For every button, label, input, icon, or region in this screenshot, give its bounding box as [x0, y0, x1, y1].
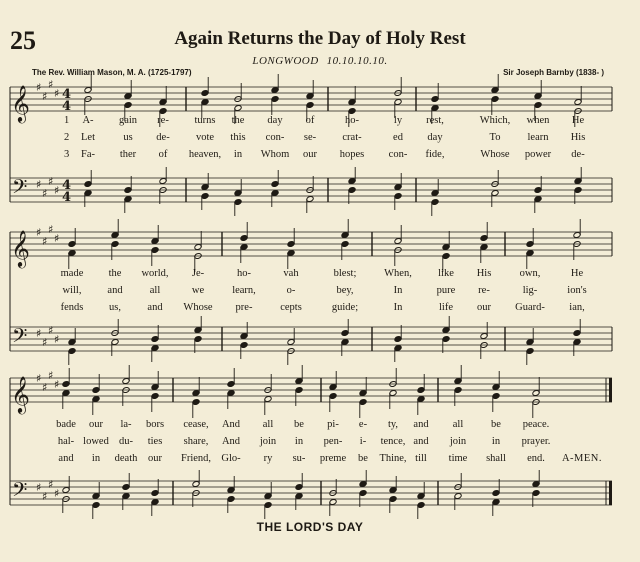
- lyric-syllable: of: [305, 115, 315, 126]
- verse-number: 3: [64, 149, 70, 160]
- lyric-syllable: du-: [119, 436, 133, 447]
- lyric-syllable: when: [526, 115, 550, 126]
- lyric-syllable: day: [427, 132, 443, 143]
- sharp-icon: ♯: [54, 378, 60, 391]
- sharp-icon: ♯: [36, 81, 42, 94]
- lyric-syllable: To: [489, 132, 501, 143]
- lyric-syllable: time: [448, 453, 468, 464]
- hymn-title: Again Returns the Day of Holy Rest: [174, 28, 466, 49]
- lyric-syllable: con-: [265, 132, 285, 143]
- lyric-syllable: learn: [527, 132, 549, 143]
- lyric-syllable: Je-: [191, 268, 205, 279]
- lyric-syllable: pure: [436, 285, 456, 296]
- lyric-syllable: i-: [359, 436, 367, 447]
- sharp-icon: ♯: [48, 78, 54, 91]
- lyric-syllable: all: [262, 419, 274, 430]
- lyric-syllable: in: [294, 436, 304, 447]
- lyric-syllable: lowed: [83, 436, 109, 447]
- lyric-syllable: bey,: [336, 285, 354, 296]
- sharp-icon: ♯: [36, 226, 42, 239]
- lyric-syllable: pi-: [327, 419, 339, 430]
- lyric-syllable: Guard-: [515, 302, 545, 313]
- lyric-syllable: peace.: [522, 419, 550, 430]
- sharp-icon: ♯: [42, 90, 48, 103]
- lyric-syllable: ho-: [237, 268, 251, 279]
- lyric-syllable: la-: [120, 419, 132, 430]
- time-signature-top: 4: [62, 87, 72, 102]
- treble-clef-icon: 𝄞: [11, 375, 30, 413]
- lyric-syllable: bade: [56, 419, 76, 430]
- lyric-syllable: Whom: [260, 149, 290, 160]
- lyric-syllable: Let: [81, 132, 95, 143]
- lyric-syllable: like: [438, 268, 454, 279]
- section-heading: THE LORD'S DAY: [256, 520, 364, 534]
- lyric-syllable: se-: [303, 132, 317, 143]
- lyric-syllable: preme: [319, 453, 347, 464]
- lyric-syllable: be: [491, 419, 501, 430]
- lyric-syllable: rest,: [426, 115, 444, 126]
- lyric-syllable: our: [148, 453, 162, 464]
- lyric-syllable: ian,: [569, 302, 585, 313]
- lyric-syllable: our: [89, 419, 103, 430]
- lyric-syllable: ly: [393, 115, 403, 126]
- lyric-syllable: power: [524, 149, 552, 160]
- lyric-syllable: the: [231, 115, 245, 126]
- sharp-icon: ♯: [54, 333, 60, 346]
- sharp-icon: ♯: [48, 324, 54, 337]
- lyric-syllable: death: [114, 453, 138, 464]
- verse-number: 1: [64, 115, 70, 126]
- lyric-syllable: e-: [358, 419, 368, 430]
- lyric-syllable: His: [570, 132, 586, 143]
- lyric-syllable: Glo-: [221, 453, 241, 464]
- lyric-syllable: join: [259, 436, 277, 447]
- lyric-syllable: in: [91, 453, 101, 464]
- lyric-syllable: of: [158, 149, 168, 160]
- lyric-syllable: guide;: [331, 302, 359, 313]
- lyric-syllable: heaven,: [188, 149, 222, 160]
- lyric-syllable: hopes: [339, 149, 365, 160]
- lyric-syllable: be: [294, 419, 304, 430]
- lyric-syllable: the: [108, 268, 122, 279]
- music-credit: Sir Joseph Barnby (1838- ): [503, 68, 604, 77]
- lyric-syllable: vote: [195, 132, 215, 143]
- sharp-icon: ♯: [36, 481, 42, 494]
- words-credit: The Rev. William Mason, M. A. (1725-1797): [32, 68, 192, 77]
- lyric-syllable: learn,: [232, 285, 256, 296]
- sharp-icon: ♯: [54, 184, 60, 197]
- lyric-syllable: con-: [388, 149, 408, 160]
- amen-text: A-MEN.: [561, 453, 603, 464]
- time-signature-bottom: 4: [62, 190, 72, 205]
- lyric-syllable: and: [147, 302, 163, 313]
- bass-clef-icon: 𝄢: [12, 478, 28, 506]
- sharp-icon: ♯: [42, 336, 48, 349]
- lyric-syllable: gain: [118, 115, 138, 126]
- lyric-syllable: turns: [194, 115, 216, 126]
- sharp-icon: ♯: [54, 487, 60, 500]
- lyric-syllable: end.: [527, 453, 545, 464]
- lyric-syllable: He: [570, 268, 584, 279]
- lyric-syllable: A-: [82, 115, 94, 126]
- lyric-syllable: and: [413, 436, 429, 447]
- lyric-syllable: own,: [519, 268, 541, 279]
- lyric-syllable: vah: [283, 268, 299, 279]
- lyric-syllable: fide,: [425, 149, 445, 160]
- lyric-syllable: bors: [145, 419, 165, 430]
- sharp-icon: ♯: [48, 369, 54, 382]
- lyric-syllable: hal-: [57, 436, 75, 447]
- lyric-syllable: and: [413, 419, 429, 430]
- time-signature-bottom: 4: [62, 99, 72, 114]
- sharp-icon: ♯: [48, 175, 54, 188]
- lyric-syllable: Fa-: [81, 149, 95, 160]
- lyric-syllable: cepts: [280, 302, 302, 313]
- lyric-syllable: in: [491, 436, 501, 447]
- lyric-syllable: ry: [263, 453, 273, 464]
- verse-number: 2: [64, 132, 70, 143]
- lyric-syllable: our: [477, 302, 491, 313]
- sharp-icon: ♯: [36, 372, 42, 385]
- lyric-syllable: ed: [393, 132, 403, 143]
- lyric-syllable: shall: [486, 453, 506, 464]
- lyric-syllable: Whose: [480, 149, 510, 160]
- lyric-syllable: When,: [384, 268, 412, 279]
- lyric-syllable: and: [58, 453, 74, 464]
- lyric-syllable: And: [221, 436, 241, 447]
- lyric-syllable: all: [452, 419, 464, 430]
- sharp-icon: ♯: [48, 478, 54, 491]
- lyric-syllable: all: [149, 285, 161, 296]
- lyric-syllable: and: [107, 285, 123, 296]
- sharp-icon: ♯: [42, 235, 48, 248]
- tune-meter: 10.10.10.10.: [326, 55, 388, 67]
- lyric-syllable: will,: [62, 285, 82, 296]
- lyric-syllable: lig-: [522, 285, 538, 296]
- lyric-syllable: In: [393, 302, 403, 313]
- sharp-icon: ♯: [54, 232, 60, 245]
- bass-clef-icon: 𝄢: [12, 324, 28, 352]
- lyric-syllable: in: [233, 149, 243, 160]
- lyric-syllable: crat-: [342, 132, 362, 143]
- time-signature-top: 4: [62, 178, 72, 193]
- treble-clef-icon: 𝄞: [11, 229, 30, 267]
- lyric-syllable: In: [393, 285, 403, 296]
- sharp-icon: ♯: [54, 87, 60, 100]
- sharp-icon: ♯: [36, 327, 42, 340]
- lyric-syllable: ty,: [387, 419, 399, 430]
- lyric-syllable: Friend,: [180, 453, 212, 464]
- lyric-syllable: o-: [286, 285, 296, 296]
- lyric-syllable: pre-: [235, 302, 253, 313]
- sharp-icon: ♯: [42, 490, 48, 503]
- sharp-icon: ♯: [36, 178, 42, 191]
- lyric-syllable: tence,: [380, 436, 406, 447]
- lyric-syllable: world,: [141, 268, 169, 279]
- lyric-syllable: cease,: [183, 419, 209, 430]
- lyric-syllable: prayer.: [521, 436, 551, 447]
- lyric-syllable: blest;: [333, 268, 357, 279]
- bass-clef-icon: 𝄢: [12, 175, 28, 203]
- lyric-syllable: Which,: [479, 115, 511, 126]
- lyric-syllable: ther: [119, 149, 137, 160]
- lyric-syllable: de-: [156, 132, 170, 143]
- lyric-syllable: pen-: [323, 436, 343, 447]
- lyric-syllable: life: [439, 302, 453, 313]
- lyric-syllable: Thine,: [379, 453, 407, 464]
- lyric-syllable: ties: [147, 436, 163, 447]
- sharp-icon: ♯: [42, 187, 48, 200]
- lyric-syllable: fends: [60, 302, 84, 313]
- lyric-syllable: He: [571, 115, 585, 126]
- lyric-syllable: de-: [571, 149, 585, 160]
- lyric-syllable: His: [476, 268, 492, 279]
- lyric-syllable: re-: [157, 115, 169, 126]
- lyric-syllable: made: [60, 268, 84, 279]
- lyric-syllable: we: [191, 285, 205, 296]
- lyric-syllable: day: [267, 115, 283, 126]
- lyric-syllable: ho-: [345, 115, 359, 126]
- lyric-syllable: su-: [292, 453, 306, 464]
- sharp-icon: ♯: [48, 223, 54, 236]
- lyric-syllable: re-: [478, 285, 490, 296]
- lyric-syllable: us: [123, 132, 133, 143]
- lyric-syllable: be: [358, 453, 368, 464]
- treble-clef-icon: 𝄞: [11, 84, 30, 122]
- sharp-icon: ♯: [42, 381, 48, 394]
- lyric-syllable: us,: [109, 302, 121, 313]
- hymn-number: 25: [10, 26, 36, 55]
- lyric-syllable: And: [221, 419, 241, 430]
- lyric-syllable: till: [415, 453, 427, 464]
- lyric-syllable: share,: [183, 436, 209, 447]
- lyric-syllable: join: [449, 436, 467, 447]
- tune-name: LONGWOOD: [252, 55, 319, 67]
- lyric-syllable: ion's: [567, 285, 587, 296]
- lyric-syllable: this: [230, 132, 246, 143]
- lyric-syllable: our: [303, 149, 317, 160]
- lyric-syllable: Whose: [183, 302, 213, 313]
